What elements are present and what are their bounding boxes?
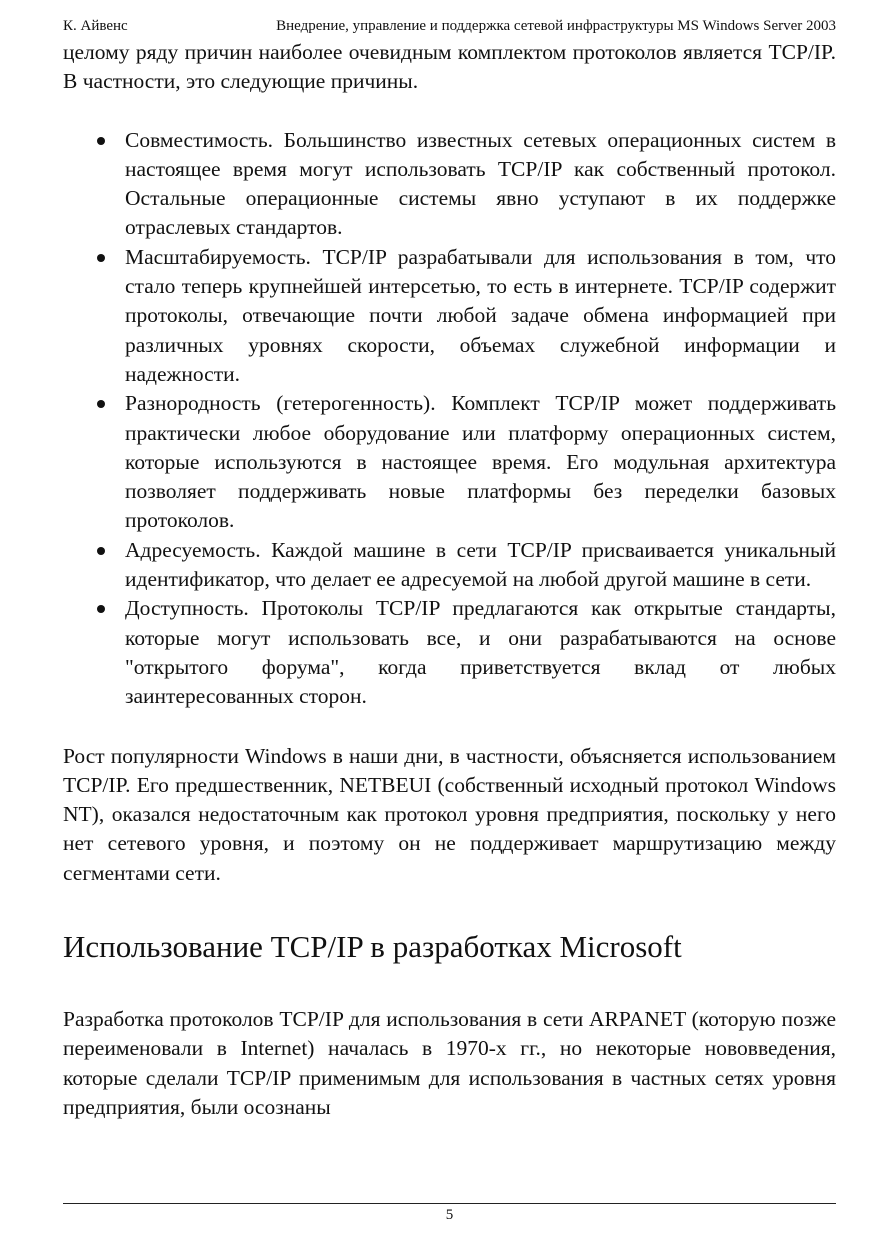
list-item [63,126,836,243]
header-title: Внедрение, управление и поддержка сетевой инфраструктуры MS Windows Server 2003 [276,18,836,34]
bullet-dot-icon [97,400,105,408]
arpanet-paragraph: Разработка протоколов TCP/IP для использования в сети ARPANET (которую позже переименовали в Internet) началась в 1970-х гг., но некоторые нововведения, которые сделали TCP/IP применимым для использования в частных сетях уровня предприятия, были осознаны [63,1007,836,1119]
list-item [63,243,836,389]
page-content [63,38,836,1122]
list-item [63,389,836,535]
list-item-text: Совместимость. Большинство известных сетевых операционных систем в настоящее время могут использовать TCP/IP как собственный протокол. Остальные операционные системы явно уступают в их поддержке отраслевых стандартов. [125,127,836,240]
reasons-list [63,126,836,712]
list-item-text: Масштабируемость. TCP/IP разрабатывали для использования в том, что стало теперь крупнейшей интерсетью, то есть в интернете. TCP/IP содержит протоколы, отвечающие почти любой задаче обмена информацией при различных уровнях скорости, объемах служебной информации и надежности. [125,244,836,386]
list-item [63,536,836,595]
bullet-dot-icon [97,605,105,613]
footer-divider [63,1203,836,1204]
list-item [63,594,836,711]
bullet-dot-icon [97,137,105,145]
header-author: К. Айвенс [63,18,128,34]
page-header [63,16,836,36]
intro-paragraph: целому ряду причин наиболее очевидным комплектом протоколов является TCP/IP. В частности, это следующие причины. [63,40,836,94]
bullet-dot-icon [97,254,105,262]
page-number: 5 [445,1207,454,1223]
section-heading: Использование TCP/IP в разработках Microsoft [63,929,682,965]
list-item-text: Разнородность (гетерогенность). Комплект TCP/IP может поддерживать практически любое оборудование или платформу операционных систем, которые используются в настоящее время. Его модульная архитектура позволяет поддерживать новые платформы без переделки базовых протоколов. [125,391,836,533]
list-item-text: Адресуемость. Каждой машине в сети TCP/IP присваивается уникальный идентификатор, что делает ее адресуемой на любой другой машине в сети. [125,537,836,592]
list-item-text: Доступность. Протоколы TCP/IP предлагаются как открытые стандарты, которые могут использовать все, и они разрабатываются на основе "открытого форума", когда приветствуется вклад от любых заинтересованных сторон. [125,596,836,709]
windows-paragraph: Рост популярности Windows в наши дни, в частности, объясняется использованием TCP/IP. Его предшественник, NETBEUI (собственный исходный протокол Windows NT), оказался недостаточным как протокол уровня предприятия, поскольку у него нет сетевого уровня, и поэтому он не поддерживает маршрутизацию между сегментами сети. [63,743,836,885]
bullet-dot-icon [97,547,105,555]
